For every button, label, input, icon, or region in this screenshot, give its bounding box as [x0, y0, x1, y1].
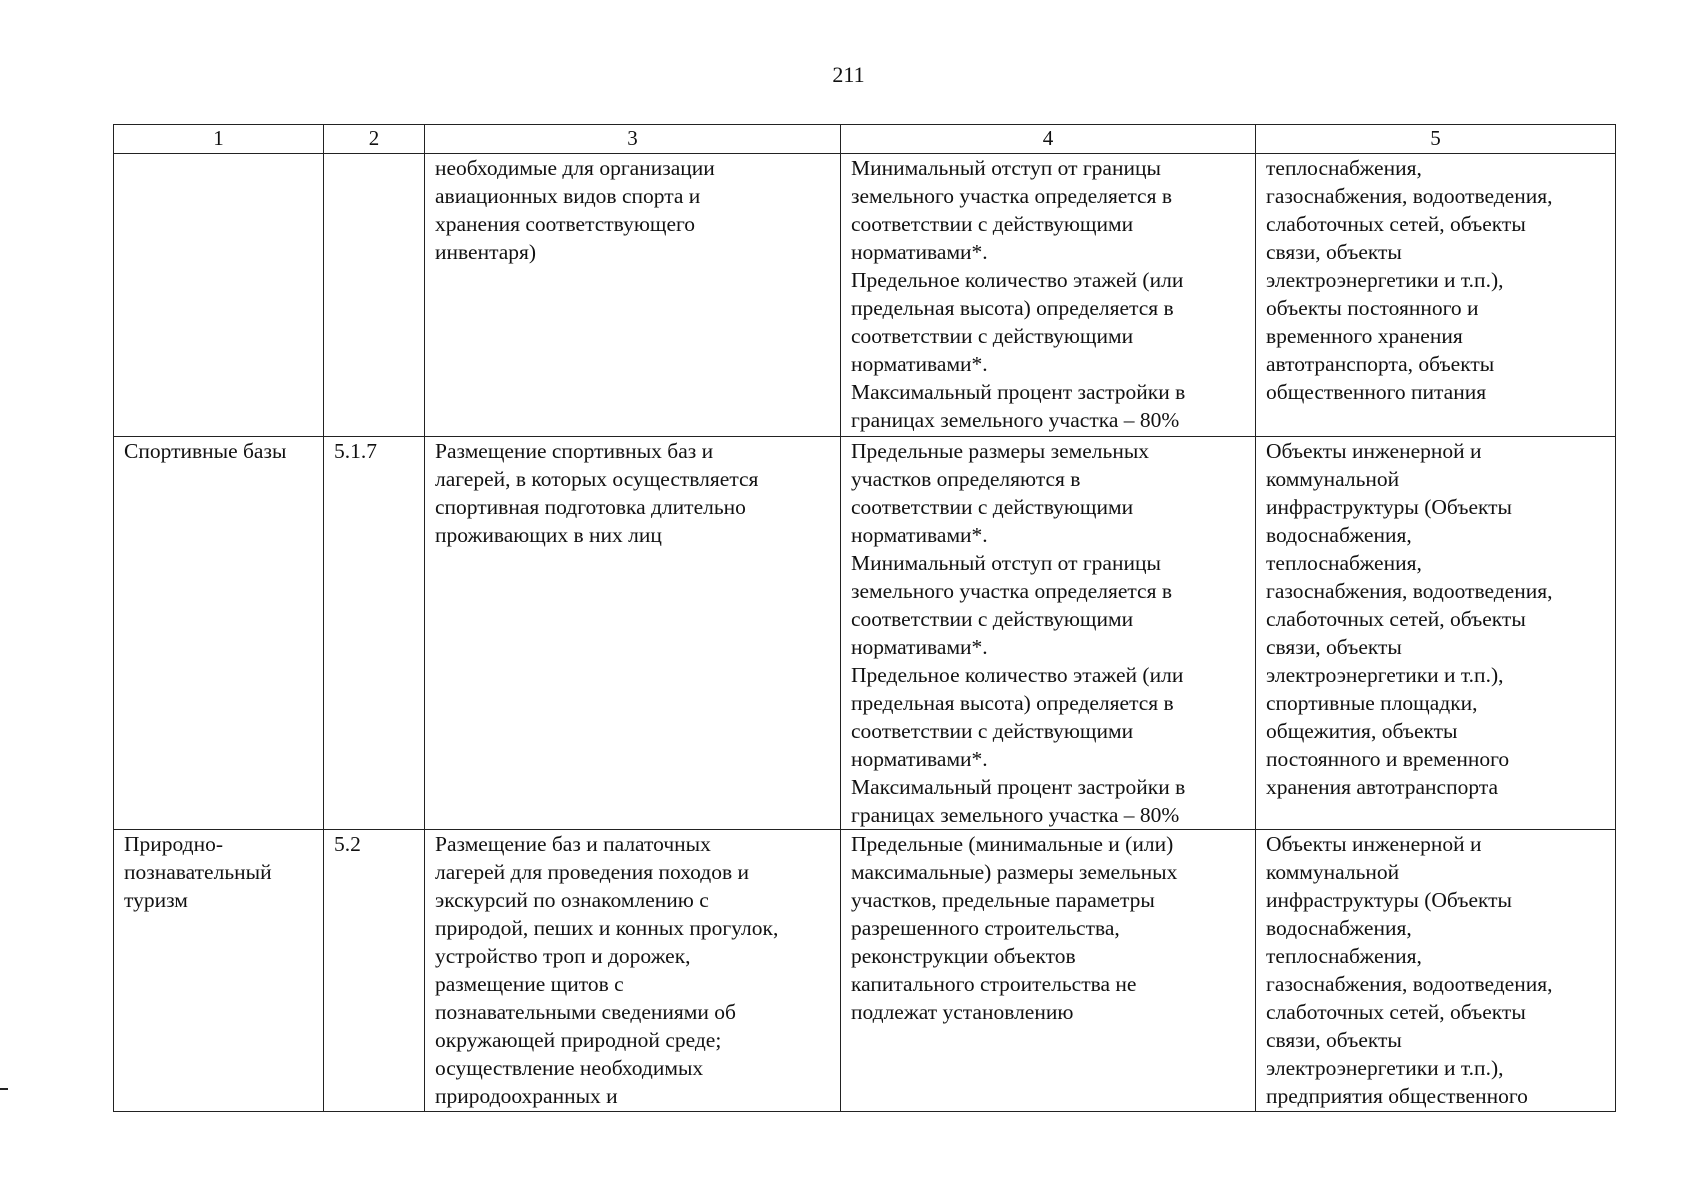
cell-use-type: Природно- познавательный туризм	[114, 830, 324, 1112]
column-header-2: 2	[324, 125, 425, 154]
cell-code	[324, 154, 425, 437]
cell-auxiliary-uses: Объекты инженерной и коммунальной инфраструктуры (Объекты водоснабжения, теплоснабжения, газоснабжения, водоотведения, слаботочных сетей, объекты связи, объекты электроэнергетики и т.п.), предприятия общественного	[1256, 830, 1616, 1112]
cell-auxiliary-uses: Объекты инженерной и коммунальной инфраструктуры (Объекты водоснабжения, теплоснабжения, газоснабжения, водоотведения, слаботочных сетей, объекты связи, объекты электроэнергетики и т.п.), спортивные площадки, общежития, объекты постоянного и временного хранения автотранспорта	[1256, 437, 1616, 830]
cell-description: Размещение баз и палаточных лагерей для проведения походов и экскурсий по ознакомлению с природой, пеших и конных прогулок, устройство троп и дорожек, размещение щитов с познавательными сведениями об окружающей природной среде; осуществление необходимых природоохранных и	[425, 830, 841, 1112]
table-row	[114, 154, 1616, 437]
cell-code: 5.2	[324, 830, 425, 1112]
margin-mark	[0, 1088, 8, 1090]
cell-code: 5.1.7	[324, 437, 425, 830]
column-header-1: 1	[114, 125, 324, 154]
cell-auxiliary-uses: теплоснабжения, газоснабжения, водоотведения, слаботочных сетей, объекты связи, объекты электроэнергетики и т.п.), объекты постоянного и временного хранения автотранспорта, объекты общественного питания	[1256, 154, 1616, 437]
cell-use-type	[114, 154, 324, 437]
column-header-4: 4	[841, 125, 1256, 154]
cell-description: Размещение спортивных баз и лагерей, в которых осуществляется спортивная подготовка длительно проживающих в них лиц	[425, 437, 841, 830]
header-row	[114, 125, 1616, 154]
cell-parameters: Минимальный отступ от границы земельного участка определяется в соответствии с действующими нормативами*. Предельное количество этажей (или предельная высота) определяется в соответствии с действующими нормативами*. Максимальный процент застройки в границах земельного участка – 80%	[841, 154, 1256, 437]
land-use-table	[113, 124, 1616, 1112]
page-number: 211	[832, 62, 865, 87]
column-header-3: 3	[425, 125, 841, 154]
cell-description: необходимые для организации авиационных видов спорта и хранения соответствующего инвентаря)	[425, 154, 841, 437]
cell-parameters: Предельные (минимальные и (или) максимальные) размеры земельных участков, предельные параметры разрешенного строительства, реконструкции объектов капитального строительства не подлежат установлению	[841, 830, 1256, 1112]
column-header-5: 5	[1256, 125, 1616, 154]
table-row	[114, 830, 1616, 1112]
table-row	[114, 437, 1616, 830]
cell-use-type: Спортивные базы	[114, 437, 324, 830]
cell-parameters: Предельные размеры земельных участков определяются в соответствии с действующими нормативами*. Минимальный отступ от границы земельного участка определяется в соответствии с действующими нормативами*. Предельное количество этажей (или предельная высота) определяется в соответствии с действующими нормативами*. Максимальный процент застройки в границах земельного участка – 80%	[841, 437, 1256, 830]
